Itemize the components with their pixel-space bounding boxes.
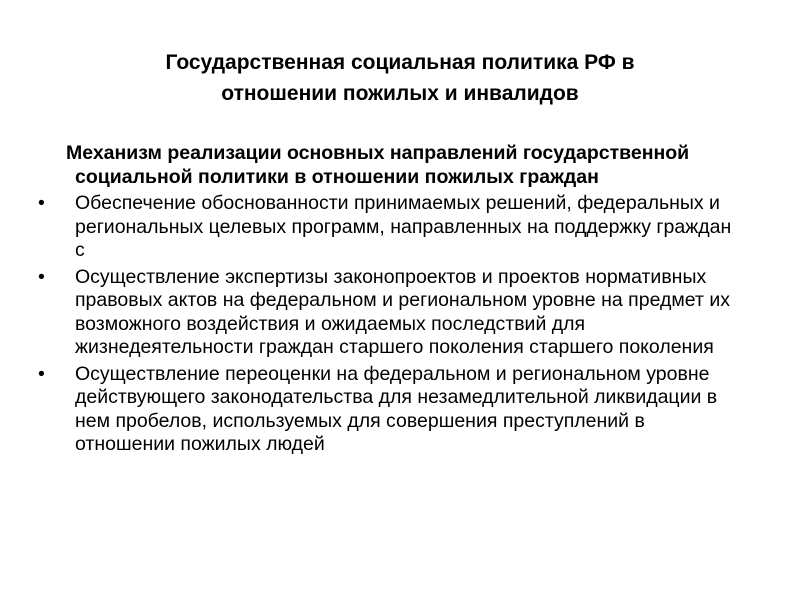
slide-content xyxy=(38,142,738,460)
subheading: Механизм реализации основных направлений государственной социальной политики в отношении пожилых граждан xyxy=(66,142,690,188)
bullet-item-2 xyxy=(38,266,738,360)
bullet-item-1 xyxy=(38,192,738,263)
title-line-1: Государственная социальная политика РФ в xyxy=(165,51,635,74)
slide-title xyxy=(60,47,740,109)
title-line-2: отношении пожилых и инвалидов xyxy=(221,82,579,105)
bullet-dot-icon: • xyxy=(38,265,45,288)
bullet-text-3: Осуществление переоценки на федеральном и региональном уровне действующего законодательства для незамедлительной ликвидации в нем пробелов, используемых для совершения преступлений в отношении пожилых людей xyxy=(75,362,718,455)
bullet-item-3 xyxy=(38,363,738,457)
bullet-dot-icon: • xyxy=(38,362,45,385)
bullet-text-1: Обеспечение обоснованности принимаемых решений, федеральных и региональных целевых программ, направленных на поддержку граждан с xyxy=(75,192,732,261)
bullet-dot-icon: • xyxy=(38,192,45,214)
bullet-list xyxy=(38,192,738,457)
bullet-text-2: Осуществление экспертизы законопроектов и проектов нормативных правовых актов на федеральном и региональном уровне на предмет их возможного воздействия и ожидаемых последствий для жизнедеятельности граждан старшего поколения старшего поколения xyxy=(75,265,730,358)
